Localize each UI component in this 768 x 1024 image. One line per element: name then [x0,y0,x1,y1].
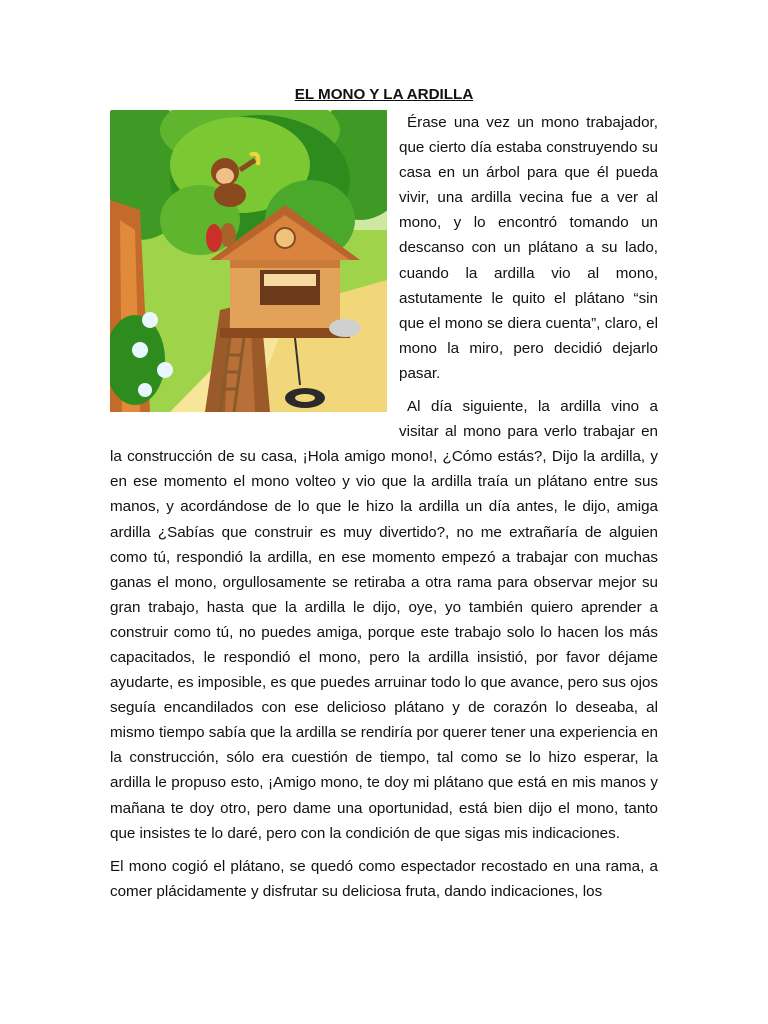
treehouse-illustration [110,110,387,412]
paragraph-1: Érase una vez un mono trabajador, que cierto día estaba construyendo su casa en un árbol para que él pueda vivir, una ardilla vecina fue a ver al mono, y lo encontró tomando un descanso con un plátano a su lado, cuando la ardilla vio al mono, astutamente le quito el plátano “sin que el mono se diera cuenta”, claro, el mono la miro, pero decidió dejarlo pasar. [399,114,658,382]
paragraph-3: El mono cogió el plátano, se quedó como espectador recostado en una rama, a comer plácidamente y disfrutar su deliciosa fruta, dando indicaciones, los [110,857,658,900]
paragraph-2: Al día siguiente, la ardilla vino a visitar al mono para verlo trabajar en la construcción de su casa, ¡Hola amigo mono!, ¿Cómo estás?, Dijo la ardilla, y en ese momento el mono volteo y vio que la ardilla traía un plátano entre sus manos, y acordándose de lo que le hizo la ardilla un día antes, le dijo, amiga ardilla ¿Sabías que construir es muy divertido?, no me extrañaría de alguien como tú, respondió la ardilla, en ese momento empezó a trabajar con muchas ganas el mono, orgullosamente se retiraba a otra rama para observar mejor su gran trabajo, hasta que la ardilla le dijo, oye, yo también quiero aprender a construir como tú, no puedes amiga, porque este trabajo solo lo hacen los más capacitados, le respondió el mono, pero la ardilla insistió, por favor déjame ayudarte, es imposible, es que puedes arruinar todo lo que avance, pero sus ojos seguía encandilados con ese delicioso plátano y de corazón lo deseaba, al mismo tiempo sabía que la ardilla se rendiría por querer tener una experiencia en la construcción, sólo era cuestión de tiempo, tal como se lo hizo esperar, la ardilla le propuso esto, ¡Amigo mono, te doy mi plátano que está en mis manos y mañana te doy otro, pero dame una oportunidad, está bien dijo el mono, tanto que insistes te lo daré, pero con la condición de que sigas mis indicaciones. [110,398,658,842]
page-title: EL MONO Y LA ARDILLA [294,86,474,103]
document-page [110,82,658,912]
treehouse-monkey-squirrel-icon [110,110,387,412]
